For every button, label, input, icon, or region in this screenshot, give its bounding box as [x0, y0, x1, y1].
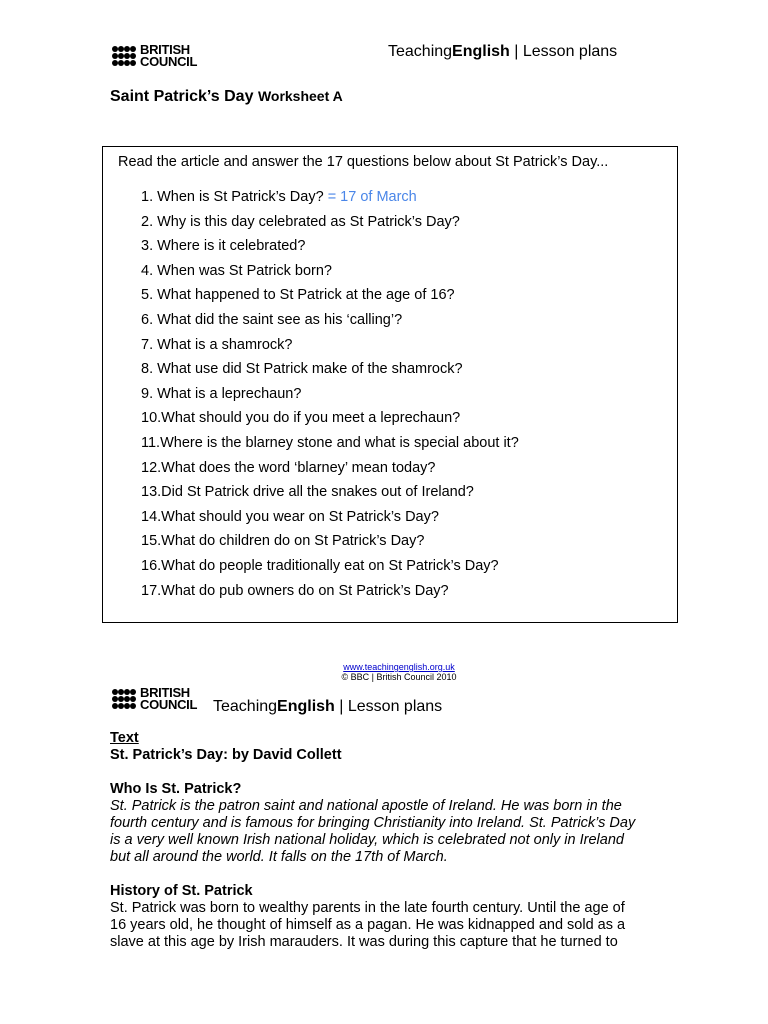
question-item [141, 359, 519, 384]
paragraph-who-is [110, 798, 690, 866]
brand-prefix: Teaching [388, 43, 453, 60]
logo-text-line1: BRITISH [140, 685, 190, 700]
question-item [141, 408, 519, 433]
logo-text-line2: COUNCIL [140, 697, 198, 712]
question-text: 2. Why is this day celebrated as St Patrick’s Day? [141, 213, 460, 230]
section-label: Text [110, 730, 139, 746]
paragraph-line: fourth century and is famous for bringing Christianity into Ireland. St. Patrick’s Day [110, 815, 636, 831]
question-item [141, 236, 519, 261]
question-item [141, 261, 519, 286]
brand-header [388, 43, 617, 61]
question-text: 16.What do people traditionally eat on St Patrick’s Day? [141, 557, 499, 574]
question-text: 8. What use did St Patrick make of the shamrock? [141, 361, 463, 378]
question-item [141, 187, 519, 212]
page-footer [0, 662, 768, 682]
brand-bold: English [452, 43, 510, 60]
question-item [141, 458, 519, 483]
article-byline: St. Patrick’s Day: by David Collett [110, 747, 342, 763]
paragraph-line: but all around the world. It falls on the 17th of March. [110, 849, 448, 865]
paragraph-line: is a very well known Irish national holiday, which is celebrated not only in Ireland [110, 832, 624, 848]
questions-list [141, 187, 519, 605]
question-item [141, 212, 519, 237]
question-text: 3. Where is it celebrated? [141, 238, 306, 255]
question-text: 4. When was St Patrick born? [141, 262, 332, 279]
article [110, 730, 690, 951]
question-text: 13.Did St Patrick drive all the snakes out of Ireland? [141, 484, 474, 501]
title-main: Saint Patrick’s Day [110, 88, 254, 105]
question-text: 15.What do children do on St Patrick’s Day? [141, 533, 425, 550]
british-council-logo-2 [112, 687, 197, 711]
footer-copyright: © BBC | British Council 2010 [341, 672, 457, 682]
paragraph-line: slave at this age by Irish marauders. It was during this capture that he turned to [110, 934, 618, 950]
brand-suffix: | Lesson plans [334, 698, 443, 715]
title-sub: Worksheet A [257, 88, 343, 104]
question-item [141, 507, 519, 532]
logo-text-line1: BRITISH [140, 42, 190, 57]
question-text: 1. When is St Patrick’s Day? [141, 189, 328, 205]
question-text: 12.What does the word ‘blarney’ mean today? [141, 459, 436, 476]
heading-history: History of St. Patrick [110, 883, 253, 899]
question-item [141, 482, 519, 507]
question-text: 10.What should you do if you meet a leprechaun? [141, 410, 461, 427]
question-item [141, 581, 519, 606]
british-council-logo [112, 44, 197, 68]
question-item [141, 335, 519, 360]
question-text: 17.What do pub owners do on St Patrick’s Day? [141, 582, 449, 599]
question-text: 11.Where is the blarney stone and what is special about it? [141, 434, 519, 451]
question-text: 14.What should you wear on St Patrick’s Day? [141, 508, 439, 525]
question-item [141, 310, 519, 335]
question-item [141, 285, 519, 310]
question-text: 7. What is a shamrock? [141, 336, 293, 353]
question-text: 9. What is a leprechaun? [141, 385, 302, 402]
question-text: 6. What did the saint see as his ‘calling’? [141, 311, 403, 328]
question-item [141, 433, 519, 458]
brand-suffix: | Lesson plans [509, 43, 618, 60]
brand-bold: English [277, 698, 335, 715]
logo-text-line2: COUNCIL [140, 54, 198, 69]
question-item [141, 556, 519, 581]
logo-dots-icon [112, 46, 136, 66]
logo-dots-icon [112, 689, 136, 709]
page-title [110, 88, 343, 106]
questions-box [102, 146, 678, 623]
question-text: 5. What happened to St Patrick at the age of 16? [141, 287, 455, 304]
heading-who-is: Who Is St. Patrick? [110, 781, 242, 797]
question-item [141, 531, 519, 556]
brand-header-2 [213, 698, 442, 716]
paragraph-history [110, 900, 690, 951]
questions-intro: Read the article and answer the 17 questions below about St Patrick’s Day... [118, 154, 609, 170]
paragraph-line: 16 years old, he thought of himself as a pagan. He was kidnapped and sold as a [110, 917, 626, 933]
answer-text: = 17 of March [327, 189, 417, 205]
footer-link[interactable]: www.teachingenglish.org.uk [343, 662, 455, 672]
question-item [141, 384, 519, 409]
paragraph-line: St. Patrick is the patron saint and national apostle of Ireland. He was born in the [110, 798, 622, 814]
brand-prefix: Teaching [213, 698, 278, 715]
paragraph-line: St. Patrick was born to wealthy parents in the late fourth century. Until the age of [110, 900, 625, 916]
